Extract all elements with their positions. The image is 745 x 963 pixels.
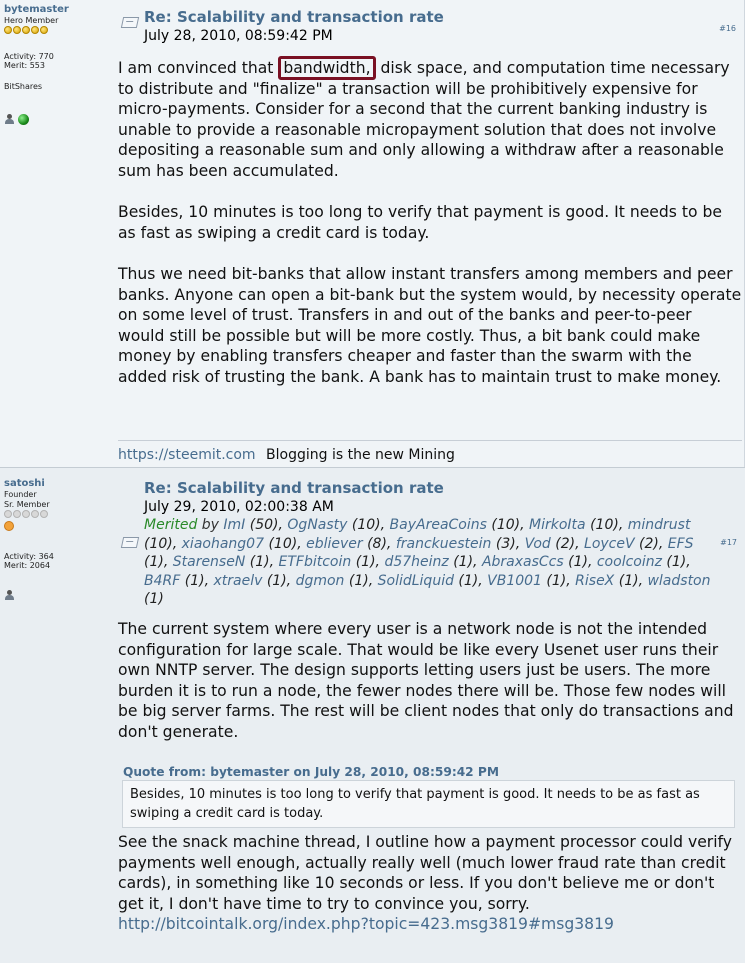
star-icon [13,26,21,34]
merit-user-link[interactable]: BayAreaCoins [389,517,487,533]
poster-rank: Hero Member [4,16,59,25]
quote-box: Besides, 10 minutes is too long to verify that payment is good. It needs to be as fast as swiping a credit card is today. [122,780,735,828]
poster-merit: Merit: 2064 [4,561,51,570]
post-date: July 29, 2010, 02:00:38 AM [144,499,334,515]
merit-user-link[interactable]: franckuestein [395,535,492,552]
merit-user-link[interactable]: ebliever [306,535,363,552]
poster-merit: Merit: 553 [4,61,45,70]
poster-username[interactable]: bytemaster [4,4,69,15]
star-icon [40,510,48,518]
merit-count: (10), [264,535,307,552]
post-subject[interactable]: Re: Scalability and transaction rate [144,8,444,26]
message-icon [121,17,139,28]
merit-user-link[interactable]: d57heinz [384,554,449,571]
rank-stars [4,26,110,35]
poster-activity: Activity: 364 [4,552,54,561]
post-subject[interactable]: Re: Scalability and transaction rate [144,479,444,497]
poster-group: BitShares [4,82,43,91]
merit-count: (1), [262,572,296,589]
merit-count: (1) [144,591,164,608]
merit-user-link[interactable]: B4RF [144,572,181,589]
merited-label: Merited [144,517,198,533]
profile-icon[interactable] [4,114,14,125]
quote-header[interactable]: Quote from: bytemaster on July 28, 2010, 08:59:42 PM [123,765,499,779]
poster-activity: Activity: 770 [4,52,54,61]
poster-rank: Sr. Member [4,500,50,509]
merit-count: (3), [491,535,525,552]
poster-info [0,468,110,963]
merit-count: (1), [661,554,691,571]
text: disk space, and computation time necessary to distribute and "finalize" a transaction will be prohibitively expensive for micro-payments. Consider for a second that the current banking industry is unable to provide a reasonable micropayment solution that does not involve depositing a reasonable sum and only allowing a withdraw after a reasonable sum has been accumulated. [118,59,730,180]
merit-users [144,517,711,607]
merit-user-link[interactable]: wladston [647,572,711,589]
merit-count: (1), [245,554,279,571]
post-satoshi [0,467,745,963]
star-icon [22,26,30,34]
founder-badge-icon [4,521,14,531]
poster-username[interactable]: satoshi [4,478,45,489]
poster-info [0,0,110,467]
merit-user-link[interactable]: VB1001 [487,572,542,589]
post-body-continued [118,832,742,935]
merit-count: (1), [351,554,385,571]
website-globe-icon[interactable] [18,114,29,125]
post-bytemaster [0,0,745,467]
star-icon [31,26,39,34]
star-icon [31,510,39,518]
star-icon [40,26,48,34]
thread-link[interactable]: http://bitcointalk.org/index.php?topic=423.msg3819#msg3819 [118,915,614,934]
merit-count: (1), [541,572,576,589]
merited-list [144,516,714,609]
merit-user-link[interactable]: MirkoIta [529,517,586,533]
merit-count: (10), [144,535,182,552]
message-icon [121,537,139,548]
star-icon [4,510,12,518]
text: I am convinced that [118,59,279,77]
paragraph: Thus we need bit-banks that allow instant transfers among members and peer banks. Anyone can open a bit-bank but the system would, by necessity operate on some level of trust. Transfers in and out of the banks and peer-to-peer would still be possible but will be more costly. Thus, a bit bank could make money by enabling transfers cheaper and faster than the swarm with the added risk of trusting the bank. A bank has to maintain trust to make money. [118,264,742,386]
merit-count: (1), [563,554,597,571]
merit-user-link[interactable]: ETFbitcoin [278,554,352,571]
post-body [118,58,742,408]
paragraph: See the snack machine thread, I outline how a payment processor could verify payments well enough, actually really well (much lower fraud rate than credit cards), in something like 10 seconds or less. If you don't believe me or don't get it, I don't have time to try to convince you, sorry. [118,833,732,913]
merit-user-link[interactable]: mindrust [627,517,691,533]
merit-user-link[interactable]: dgmon [295,572,345,589]
merit-count: (1), [144,554,173,571]
merit-count: (1), [180,572,214,589]
paragraph [118,58,742,182]
post-date: July 28, 2010, 08:59:42 PM [144,28,333,44]
signature-link[interactable]: https://steemit.com [118,447,256,463]
merit-user-link[interactable]: OgNasty [287,517,348,533]
star-icon [13,510,21,518]
paragraph: Besides, 10 minutes is too long to verify that payment is good. It needs to be as fast as swiping a credit card is today. [118,203,722,242]
merit-user-link[interactable]: StarenseN [172,554,246,571]
post-number[interactable]: #16 [719,24,736,33]
merit-count: (1), [614,572,648,589]
merit-count: (2), [550,535,585,552]
post-body [118,619,742,763]
merit-user-link[interactable]: EFS [667,535,694,552]
merit-count: (10), [486,517,530,533]
star-icon [22,510,30,518]
merit-count: (10), [347,517,390,533]
merit-user-link[interactable]: xtraelv [213,572,263,589]
merit-user-link[interactable]: Vod [524,535,551,552]
merit-count: (1), [344,572,378,589]
merit-user-link[interactable]: SolidLiquid [377,572,454,589]
merit-user-link[interactable]: coolcoinz [596,554,662,571]
merit-count: (8), [362,535,396,552]
merit-count: (1), [448,554,482,571]
rank-stars [4,510,110,519]
post-number[interactable]: #17 [720,538,737,547]
star-icon [4,26,12,34]
signature-divider [118,440,742,441]
paragraph: The current system where every user is a network node is not the intended configuration for large scale. That would be like every Usenet user runs their own NNTP server. The design supports letting users just be users. The more burden it is to run a node, the fewer nodes there will be. Those few nodes will be big server farms. The rest will be client nodes that only do transactions and don't generate. [118,620,734,741]
merit-user-link[interactable]: ImI [223,517,246,533]
signature-text: Blogging is the new Mining [266,447,455,463]
merit-count: (1), [453,572,488,589]
merit-count: (10), [585,517,628,533]
profile-icon[interactable] [4,590,14,601]
merit-user-link[interactable]: xiaohang07 [181,535,264,552]
merited-by: by [201,517,219,533]
poster-role: Founder [4,490,37,499]
merit-user-link[interactable]: LoyceV [584,535,635,552]
signature [118,447,455,463]
merit-user-link[interactable]: RiseX [575,572,615,589]
merit-user-link[interactable]: AbraxasCcs [481,554,564,571]
highlighted-word: bandwidth, [278,56,375,80]
merit-count: (50), [245,517,288,533]
merit-count: (2), [634,535,668,552]
